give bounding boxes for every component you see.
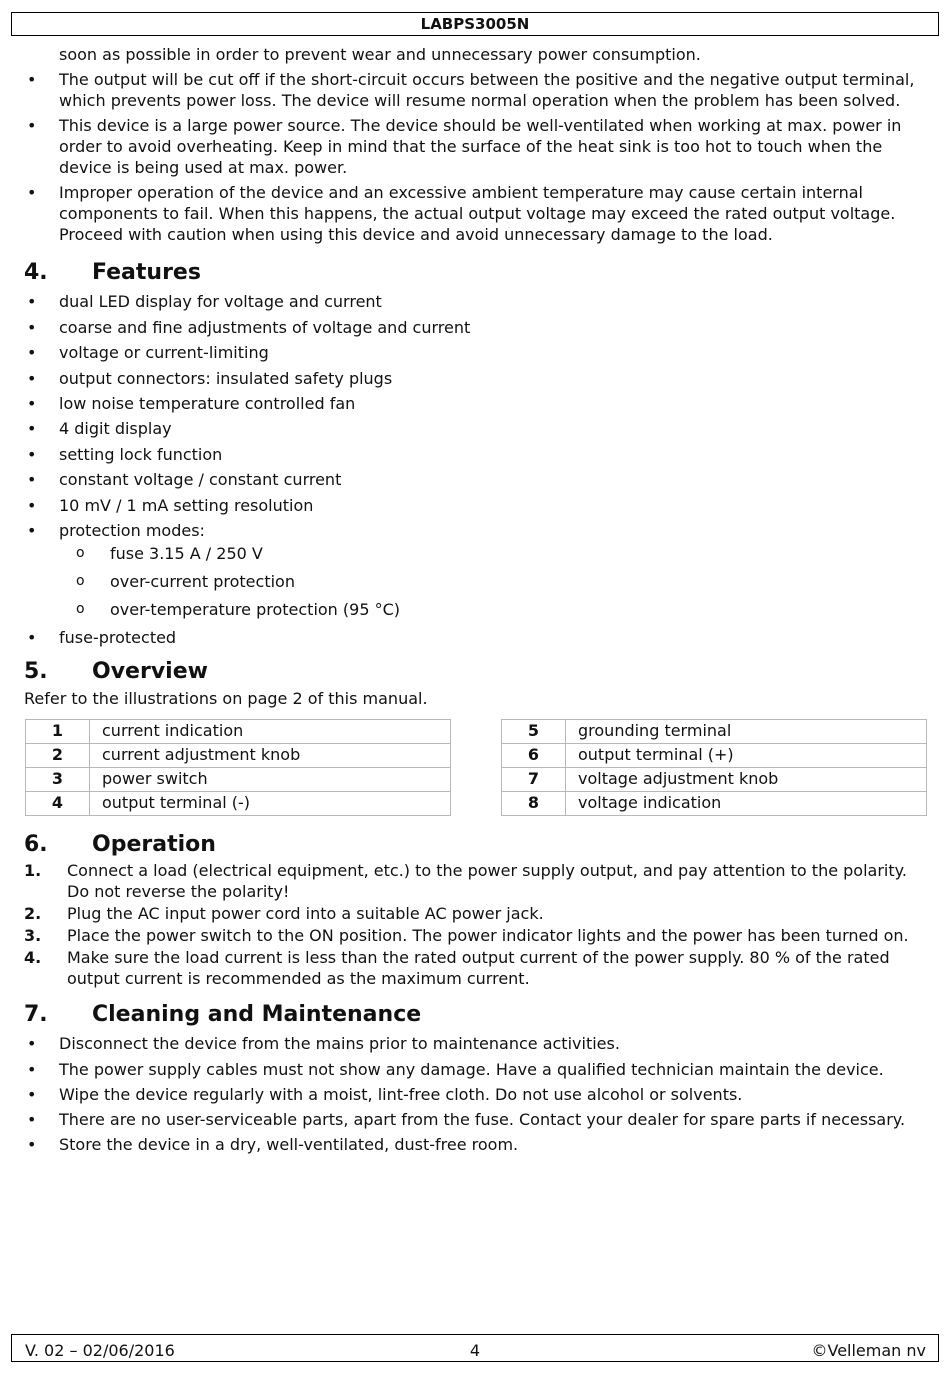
bullet-icon: • — [27, 343, 37, 363]
list-item: • fuse-protected — [27, 627, 177, 647]
features-list — [24, 291, 926, 648]
overview-table-right — [501, 719, 927, 816]
page-footer — [11, 1334, 939, 1362]
document-title: LABPS3005N — [420, 15, 530, 33]
continuation-text: soon as possible in order to prevent wear and unnecessary power consumption. — [59, 45, 701, 64]
bullet-icon: • — [27, 116, 37, 135]
maintenance-list — [24, 1033, 926, 1155]
list-item: • The power supply cables must not show any damage. Have a qualified technician maintain the device. — [27, 1059, 884, 1079]
list-item: • voltage or current-limiting — [27, 343, 269, 363]
page-header — [11, 12, 939, 36]
page-content — [24, 44, 926, 1155]
bullet-icon: • — [27, 393, 37, 413]
table-row: 5 grounding terminal — [502, 719, 927, 743]
safety-bullet-list — [24, 69, 926, 245]
table-row: 3 power switch — [26, 767, 451, 791]
list-item: o fuse 3.15 A / 250 V — [76, 543, 263, 563]
bullet-icon: • — [27, 292, 37, 312]
section-heading-overview: 5. Overview — [24, 658, 208, 684]
list-item: • setting lock function — [27, 444, 223, 464]
list-item: • There are no user-serviceable parts, apart from the fuse. Contact your dealer for spare parts if necessary. — [27, 1110, 906, 1130]
overview-tables — [24, 719, 926, 817]
list-item: 2. Plug the AC input power cord into a suitable AC power jack. — [24, 903, 544, 923]
list-item: • Improper operation of the device and an excessive ambient temperature may cause certain internal components to fail. When this happens, the actual output voltage may exceed the rated output voltage. Proceed with caution when using this device and avoid unnecessary damage to the load. — [27, 183, 896, 244]
list-item: o over-temperature protection (95 °C) — [76, 599, 401, 619]
page-number: 4 — [469, 1341, 481, 1360]
table-row: 7 voltage adjustment knob — [502, 767, 927, 791]
bullet-icon: • — [27, 1110, 37, 1130]
bullet-icon: • — [27, 368, 37, 388]
list-item: • 4 digit display — [27, 419, 172, 439]
circle-bullet-icon: o — [76, 544, 85, 561]
circle-bullet-icon: o — [76, 600, 85, 617]
list-item: • constant voltage / constant current — [27, 470, 342, 490]
list-item: • protection modes: o fuse 3.15 A / 250 V o over-current protection o over-temperature protection (95 °C) — [24, 520, 926, 620]
circle-bullet-icon: o — [76, 572, 85, 589]
overview-table-left — [25, 719, 451, 816]
bullet-icon: • — [27, 470, 37, 490]
bullet-icon: • — [27, 1084, 37, 1104]
operation-steps — [24, 860, 926, 989]
list-item: • Disconnect the device from the mains prior to maintenance activities. — [27, 1034, 620, 1054]
list-item: • Wipe the device regularly with a moist, lint-free cloth. Do not use alcohol or solvents. — [27, 1084, 743, 1104]
list-item: • low noise temperature controlled fan — [27, 393, 356, 413]
bullet-icon: • — [27, 70, 37, 89]
table-row: 2 current adjustment knob — [26, 743, 451, 767]
table-row: 6 output terminal (+) — [502, 743, 927, 767]
overview-intro: Refer to the illustrations on page 2 of this manual. — [24, 688, 428, 708]
list-item: • The output will be cut off if the short-circuit occurs between the positive and the negative output terminal, which prevents power loss. The device will resume normal operation when the problem has been solved. — [27, 70, 915, 110]
table-row: 8 voltage indication — [502, 791, 927, 815]
list-item: 3. Place the power switch to the ON position. The power indicator lights and the power has been turned on. — [24, 925, 909, 945]
bullet-icon: • — [27, 1034, 37, 1054]
bullet-icon: • — [27, 1059, 37, 1079]
list-item: 4. Make sure the load current is less than the rated output current of the power supply. 80 % of the rated output current is recommended as the maximum current. — [24, 947, 890, 988]
protection-modes-list — [59, 543, 926, 620]
table-row: 1 current indication — [26, 719, 451, 743]
list-item: 1. Connect a load (electrical equipment, etc.) to the power supply output, and pay attention to the polarity. Do not reverse the polarity! — [24, 860, 907, 901]
bullet-icon: • — [27, 419, 37, 439]
table-row: 4 output terminal (-) — [26, 791, 451, 815]
version-date: V. 02 – 02/06/2016 — [25, 1341, 175, 1360]
list-item: • output connectors: insulated safety plugs — [27, 368, 393, 388]
copyright: ©Velleman nv — [811, 1341, 926, 1360]
section-heading-features: 4. Features — [24, 260, 201, 285]
list-item: • 10 mV / 1 mA setting resolution — [27, 495, 314, 515]
section-heading-maintenance: 7. Cleaning and Maintenance — [24, 1001, 422, 1027]
bullet-icon: • — [27, 183, 37, 202]
list-item: o over-current protection — [76, 571, 295, 591]
list-item: • Store the device in a dry, well-ventilated, dust-free room. — [27, 1135, 519, 1155]
bullet-icon: • — [27, 627, 37, 647]
bullet-icon: • — [27, 444, 37, 464]
bullet-icon: • — [27, 1135, 37, 1155]
bullet-icon: • — [27, 520, 37, 540]
bullet-icon: • — [27, 317, 37, 337]
bullet-icon: • — [27, 495, 37, 515]
list-item: • coarse and fine adjustments of voltage and current — [27, 317, 471, 337]
list-item: • This device is a large power source. The device should be well-ventilated when working at max. power in order to avoid overheating. Keep in mind that the surface of the heat sink is too hot to touch when the device is being used at max. power. — [27, 116, 902, 177]
list-item: • dual LED display for voltage and current — [27, 292, 382, 312]
section-heading-operation: 6. Operation — [24, 831, 216, 857]
